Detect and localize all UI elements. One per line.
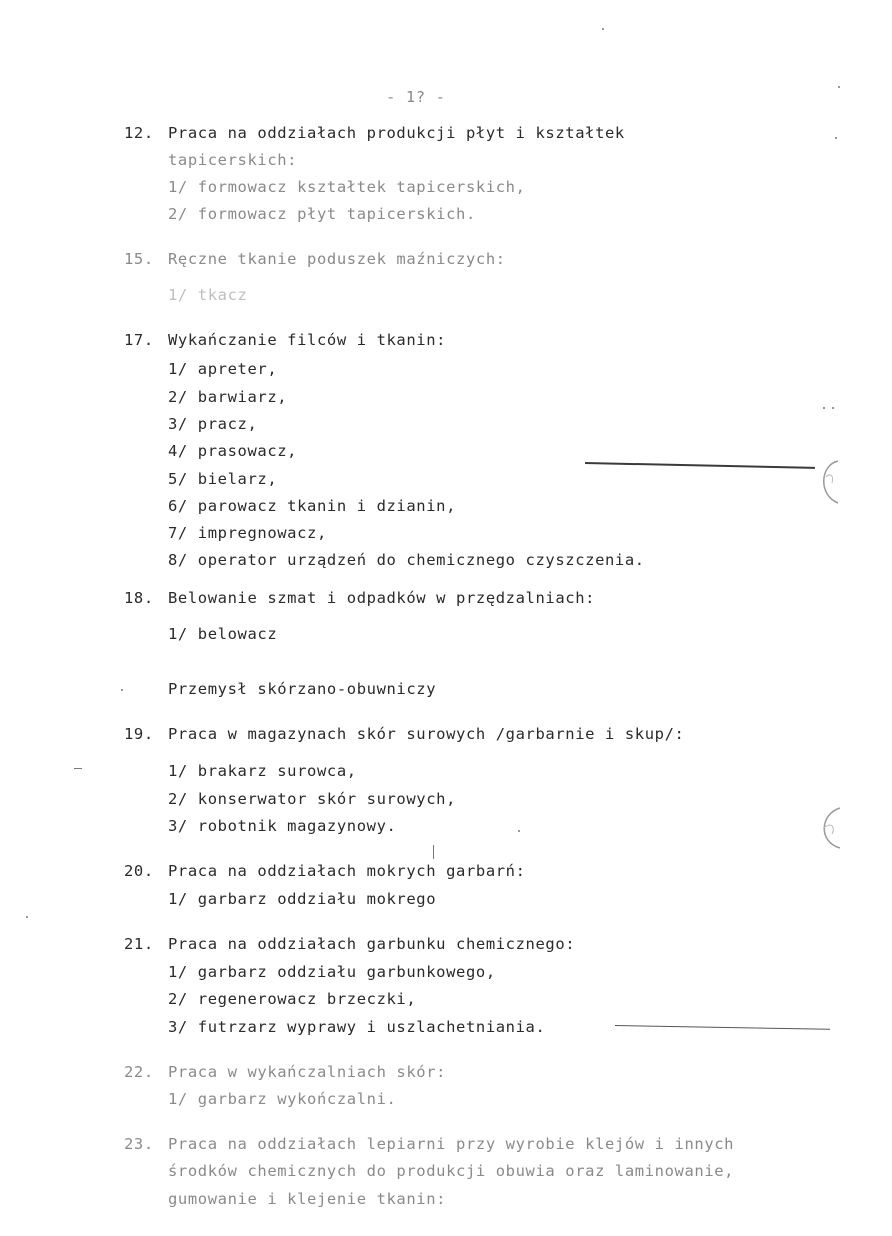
speck <box>74 768 82 769</box>
list-item: 1/ belowacz <box>168 625 278 643</box>
list-item: 1/ garbarz wykończalni. <box>168 1090 397 1108</box>
section-number: 22. <box>124 1063 154 1081</box>
speck <box>518 830 520 832</box>
section-heading-line: środków chemicznych do produkcji obuwia oraz laminowanie, <box>168 1162 735 1180</box>
list-item: 1/ garbarz oddziału mokrego <box>168 890 437 908</box>
speck <box>835 137 837 139</box>
list-item: 1/ formowacz kształtek tapicerskich, <box>168 178 526 196</box>
section-heading-line: Praca na oddziałach produkcji płyt i kształtek <box>168 124 625 142</box>
section-heading-line: gumowanie i klejenie tkanin: <box>168 1190 447 1208</box>
section-heading-line: Praca w magazynach skór surowych /garbarnie i skup/: <box>168 725 685 743</box>
list-item: 2/ regenerowacz brzeczki, <box>168 990 417 1008</box>
scan-line-mark <box>615 1025 830 1030</box>
section-number: 12. <box>124 124 154 142</box>
list-item: 1/ brakarz surowca, <box>168 762 357 780</box>
list-item: 7/ impregnowacz, <box>168 524 327 542</box>
list-item: 2/ barwiarz, <box>168 388 288 406</box>
list-item: 8/ operator urządzeń do chemicznego czyszczenia. <box>168 551 645 569</box>
section-heading-line: tapicerskich: <box>168 151 298 169</box>
list-item: 6/ parowacz tkanin i dzianin, <box>168 497 457 515</box>
list-item: 1/ garbarz oddziału garbunkowego, <box>168 963 496 981</box>
section-heading-line: Praca na oddziałach garbunku chemicznego: <box>168 935 576 953</box>
page-number: - 1? - <box>386 88 446 106</box>
list-item: 2/ formowacz płyt tapicerskich. <box>168 205 476 223</box>
speck <box>838 86 840 88</box>
punch-hole-mark <box>808 455 848 510</box>
section-number: 18. <box>124 589 154 607</box>
section-heading-line: Wykańczanie filców i tkanin: <box>168 331 447 349</box>
section-number: 17. <box>124 331 154 349</box>
speck <box>832 407 834 409</box>
section-heading-line: Ręczne tkanie poduszek maźniczych: <box>168 250 506 268</box>
section-heading-line: Belowanie szmat i odpadków w przędzalniach: <box>168 589 596 607</box>
section-number: 19. <box>124 725 154 743</box>
list-item: 4/ prasowacz, <box>168 442 298 460</box>
list-item: 3/ pracz, <box>168 415 258 433</box>
section-number: 21. <box>124 935 154 953</box>
list-item: 2/ konserwator skór surowych, <box>168 790 457 808</box>
speck <box>433 845 434 859</box>
list-item: 3/ robotnik magazynowy. <box>168 817 397 835</box>
section-heading-line: Praca w wykańczalniach skór: <box>168 1063 447 1081</box>
section-heading-line: Praca na oddziałach lepiarni przy wyrobie klejów i innych <box>168 1135 735 1153</box>
list-item: 1/ apreter, <box>168 360 278 378</box>
list-item: 5/ bielarz, <box>168 470 278 488</box>
list-item: 3/ futrzarz wyprawy i uszlachetniania. <box>168 1018 546 1036</box>
speck <box>602 28 604 30</box>
scan-line-mark <box>585 462 815 469</box>
section-number: 23. <box>124 1135 154 1153</box>
section-number: 15. <box>124 250 154 268</box>
punch-hole-mark <box>808 800 848 855</box>
speck <box>823 407 825 409</box>
section-number: 20. <box>124 862 154 880</box>
section-heading-line: Praca na oddziałach mokrych garbarń: <box>168 862 526 880</box>
speck <box>121 689 123 691</box>
list-item: 1/ tkacz <box>168 286 248 304</box>
category-heading: Przemysł skórzano-obuwniczy <box>168 680 437 698</box>
speck <box>26 916 28 918</box>
